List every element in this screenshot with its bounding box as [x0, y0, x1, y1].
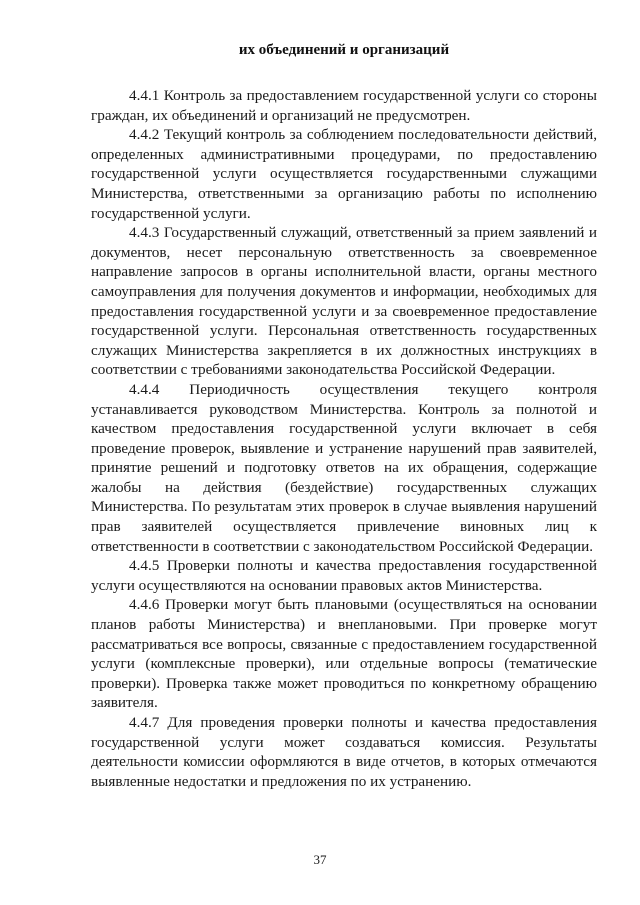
paragraph-4-4-5: 4.4.5 Проверки полноты и качества предоставления государственной услуги осуществляются на основании правовых актов Министерства. — [91, 557, 597, 594]
paragraph-4-4-3: 4.4.3 Государственный служащий, ответственный за прием заявлений и документов, несет персональную ответственность за своевременное направление запросов в органы исполнительной власти, органы местного самоуправления для получения документов и информации, необходимых для предоставления государственной услуги и за своевременное предоставление государственной услуги. Персональная ответственность государственных служащих Министерства закрепляется в их должностных инструкциях в соответствии с требованиями законодательства Российской Федерации. — [91, 224, 597, 379]
paragraph-4-4-7: 4.4.7 Для проведения проверки полноты и качества предоставления государственной услуги может создаваться комиссия. Результаты деятельности комиссии оформляются в виде отчетов, в которых отмечаются выявленные недостатки и предложения по их устранению. — [91, 714, 597, 790]
paragraph-4-4-4: 4.4.4 Периодичность осуществления текущего контроля устанавливается руководством Министерства. Контроль за полнотой и качеством предоставления государственной услуги включает в себя проведение проверок, выявление и устранение нарушений прав заявителей, принятие решений и подготовку ответов на их обращения, содержащие жалобы на действия (бездействие) государственных служащих Министерства. По результатам этих проверок в случае выявления нарушений прав заявителей осуществляется привлечение виновных лиц к ответственности в соответствии с законодательством Российской Федерации. — [91, 380, 597, 555]
paragraph-4-4-2: 4.4.2 Текущий контроль за соблюдением последовательности действий, определенных административными процедурами, по предоставлению государственной услуги осуществляется государственными служащими Министерства, ответственными за организацию работы по исполнению государственной услуги. — [91, 126, 597, 222]
section-heading: их объединений и организаций — [238, 42, 450, 58]
page-number: 37 — [313, 852, 327, 867]
paragraph-4-4-6: 4.4.6 Проверки могут быть плановыми (осуществляться на основании планов работы Министерства) и внеплановыми. При проверке могут рассматриваться все вопросы, связанные с предоставлением государственной услуги (комплексные проверки), или отдельные вопросы (тематические проверки). Проверка также может проводиться по конкретному обращению заявителя. — [91, 596, 597, 712]
paragraph-4-4-1: 4.4.1 Контроль за предоставлением государственной услуги со стороны граждан, их объединений и организаций не предусмотрен. — [91, 87, 597, 124]
body-text — [91, 86, 597, 791]
